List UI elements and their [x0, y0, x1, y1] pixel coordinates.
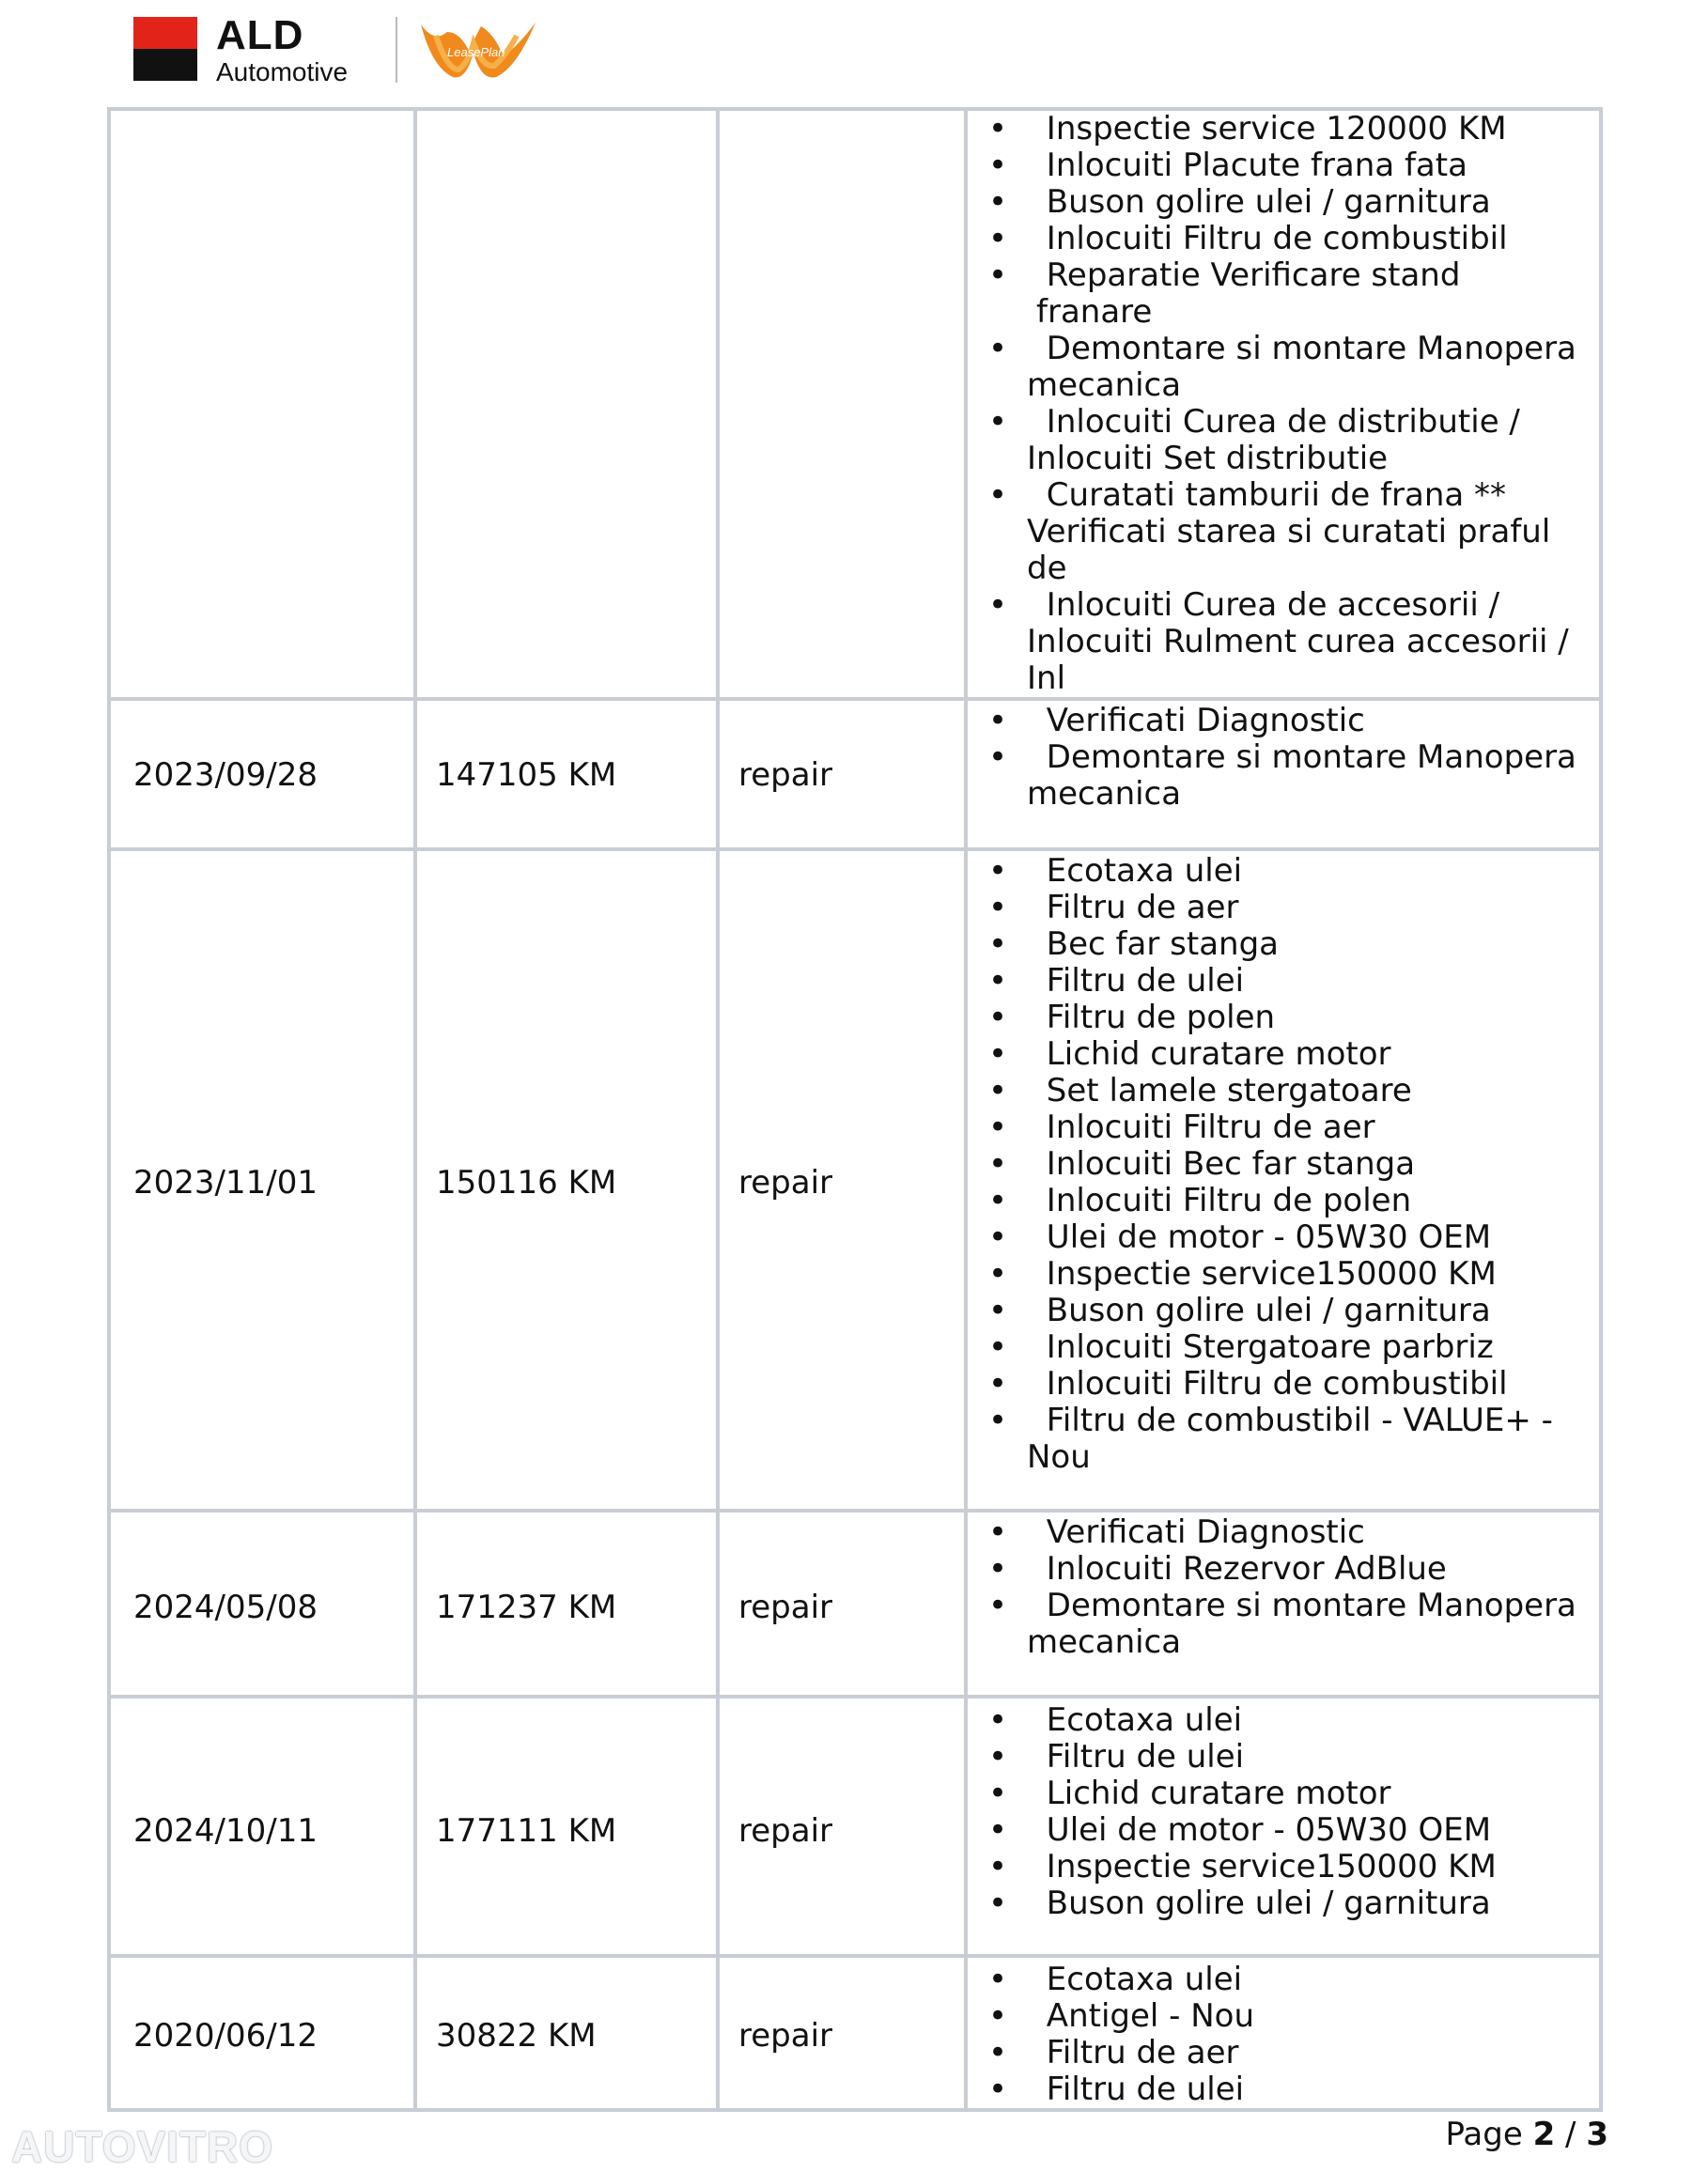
row-divider	[107, 847, 1603, 851]
service-item-text: Buson golire ulei / garnitura	[1036, 1885, 1491, 1922]
bullet-icon: •	[988, 1145, 1008, 1183]
service-items-list	[977, 853, 1578, 1476]
service-items-list	[977, 111, 1578, 697]
service-item-text: Antigel - Nou	[1036, 1997, 1255, 2035]
bullet-icon: •	[988, 1072, 1008, 1109]
service-item	[977, 1036, 1578, 1073]
leaseplan-logo-text: LeasePlan	[447, 45, 505, 59]
service-item-text: Buson golire ulei / garnitura	[1036, 183, 1491, 221]
service-item-text: Bec far stanga	[1036, 925, 1279, 963]
service-item	[977, 1776, 1578, 1812]
service-item-text: Inlocuiti Placute frana fata	[1036, 147, 1467, 184]
service-type: repair	[738, 1812, 832, 1850]
service-item	[977, 1293, 1578, 1329]
service-item-text: Inlocuiti Filtru de aer	[1036, 1109, 1375, 1146]
service-date: 2023/09/28	[133, 756, 318, 794]
leaseplan-logo	[415, 15, 539, 86]
service-item-text: Filtru de aer	[1036, 889, 1239, 926]
service-item-text: Filtru de polen	[1036, 999, 1276, 1036]
service-item	[977, 1998, 1578, 2035]
service-mileage: 177111 KM	[436, 1812, 617, 1850]
service-item-text: Reparatie Verificare stand franare	[1036, 256, 1461, 331]
service-item	[977, 111, 1578, 147]
total-pages: 3	[1586, 2116, 1608, 2153]
bullet-icon: •	[988, 1811, 1008, 1849]
bullet-icon: •	[988, 1701, 1008, 1739]
service-date: 2024/05/08	[133, 1589, 318, 1626]
service-item-text: Inlocuiti Curea de distributie / Inlocuiti Set distributie	[1027, 403, 1520, 477]
service-items-list	[977, 1702, 1578, 1922]
service-item	[977, 587, 1578, 697]
service-item	[977, 1000, 1578, 1036]
bullet-icon: •	[988, 1109, 1008, 1146]
service-item	[977, 184, 1578, 221]
service-item	[977, 890, 1578, 926]
bullet-icon: •	[988, 889, 1008, 926]
column-divider	[413, 107, 417, 2112]
service-mileage: 150116 KM	[436, 1164, 617, 1202]
service-items-list	[977, 1962, 1578, 2108]
service-item-text: Verificati Diagnostic	[1036, 702, 1365, 739]
bullet-icon: •	[988, 738, 1008, 776]
service-item	[977, 703, 1578, 739]
service-type: repair	[738, 1164, 832, 1202]
service-item-text: Lichid curatare motor	[1036, 1035, 1391, 1073]
service-item	[977, 1219, 1578, 1256]
current-page: 2	[1532, 2116, 1556, 2153]
service-item	[977, 2071, 1578, 2108]
service-item-text: Filtru de ulei	[1036, 962, 1245, 1000]
bullet-icon: •	[988, 1255, 1008, 1293]
service-item	[977, 331, 1578, 404]
service-item-text: Ulei de motor - 05W30 OEM	[1036, 1218, 1492, 1256]
service-item-text: Demontare si montare Manopera mecanica	[1027, 738, 1576, 813]
bullet-icon: •	[988, 1292, 1008, 1329]
table-border-right	[1599, 107, 1603, 2112]
service-item-text: Inspectie service 120000 KM	[1036, 110, 1507, 147]
service-item-text: Buson golire ulei / garnitura	[1036, 1292, 1491, 1329]
service-item	[977, 853, 1578, 890]
page-label: Page	[1445, 2116, 1523, 2153]
bullet-icon: •	[988, 403, 1008, 441]
service-item	[977, 1739, 1578, 1776]
page-indicator	[1445, 2116, 1608, 2153]
service-item	[977, 1073, 1578, 1109]
bullet-icon: •	[988, 702, 1008, 739]
row-divider	[107, 1695, 1603, 1699]
service-item-text: Demontare si montare Manopera mecanica	[1027, 330, 1576, 404]
bullet-icon: •	[988, 1035, 1008, 1073]
ald-logo-subtext: Automotive	[216, 57, 349, 86]
bullet-icon: •	[988, 1513, 1008, 1551]
service-date: 2023/11/01	[133, 1164, 318, 1202]
service-item-text: Filtru de combustibil - VALUE+ - Nou	[1027, 1402, 1553, 1476]
service-item	[977, 1812, 1578, 1849]
bullet-icon: •	[988, 1885, 1008, 1922]
service-item-text: Verificati Diagnostic	[1036, 1513, 1365, 1551]
service-item	[977, 2035, 1578, 2071]
watermark-text: AUTOVITRO	[11, 2122, 274, 2171]
ald-logo-mark	[133, 17, 197, 81]
service-item	[977, 257, 1578, 331]
row-divider	[107, 2108, 1603, 2112]
row-divider	[107, 1954, 1603, 1958]
service-type: repair	[738, 2017, 832, 2055]
page-header	[133, 12, 566, 86]
bullet-icon: •	[988, 1328, 1008, 1366]
column-divider	[964, 107, 968, 2112]
bullet-icon: •	[988, 476, 1008, 514]
service-items-list	[977, 703, 1578, 813]
bullet-icon: •	[988, 147, 1008, 184]
bullet-icon: •	[988, 999, 1008, 1036]
bullet-icon: •	[988, 110, 1008, 147]
bullet-icon: •	[988, 2071, 1008, 2108]
service-item-text: Set lamele stergatoare	[1036, 1072, 1412, 1109]
service-item	[977, 1702, 1578, 1739]
bullet-icon: •	[988, 1182, 1008, 1219]
bullet-icon: •	[988, 852, 1008, 890]
service-item	[977, 739, 1578, 813]
column-divider	[716, 107, 720, 2112]
service-item	[977, 221, 1578, 257]
ald-logo-text: ALD	[216, 12, 304, 58]
service-item-text: Inlocuiti Filtru de combustibil	[1036, 220, 1508, 257]
service-items-list	[977, 1514, 1578, 1661]
service-date: 2020/06/12	[133, 2017, 318, 2055]
service-item	[977, 1514, 1578, 1551]
service-item-text: Ecotaxa ulei	[1036, 1701, 1243, 1739]
service-item-text: Inlocuiti Rezervor AdBlue	[1036, 1550, 1447, 1588]
page-separator: /	[1565, 2116, 1576, 2153]
service-item	[977, 1551, 1578, 1588]
service-item-text: Filtru de ulei	[1036, 2071, 1245, 2108]
service-mileage: 30822 KM	[436, 2017, 597, 2055]
service-item-text: Inlocuiti Filtru de combustibil	[1036, 1365, 1508, 1403]
service-item-text: Ecotaxa ulei	[1036, 1961, 1243, 1998]
bullet-icon: •	[988, 1997, 1008, 2035]
service-item	[977, 147, 1578, 184]
service-item	[977, 404, 1578, 477]
service-item-text: Filtru de ulei	[1036, 1738, 1245, 1776]
service-item	[977, 963, 1578, 1000]
bullet-icon: •	[988, 1738, 1008, 1776]
service-item	[977, 1183, 1578, 1219]
bullet-icon: •	[988, 1218, 1008, 1256]
service-item	[977, 1366, 1578, 1403]
service-type: repair	[738, 1589, 832, 1626]
service-item	[977, 1962, 1578, 1998]
row-divider	[107, 1509, 1603, 1513]
service-item	[977, 1329, 1578, 1366]
service-item-text: Inlocuiti Filtru de polen	[1036, 1182, 1412, 1219]
bullet-icon: •	[988, 925, 1008, 963]
service-mileage: 147105 KM	[436, 756, 617, 794]
service-item-text: Inlocuiti Curea de accesorii / Inlocuiti Rulment curea accesorii / Inl	[1027, 586, 1569, 697]
service-item-text: Lichid curatare motor	[1036, 1775, 1391, 1812]
bullet-icon: •	[988, 256, 1008, 294]
table-border-left	[107, 107, 111, 2112]
service-item-text: Demontare si montare Manopera mecanica	[1027, 1587, 1576, 1661]
service-item	[977, 1849, 1578, 1885]
bullet-icon: •	[988, 1848, 1008, 1885]
bullet-icon: •	[988, 1961, 1008, 1998]
row-divider	[107, 697, 1603, 701]
service-item-text: Ulei de motor - 05W30 OEM	[1036, 1811, 1492, 1849]
bullet-icon: •	[988, 2034, 1008, 2071]
service-item-text: Curatati tamburii de frana ** Verificati starea si curatati praful de	[1027, 476, 1551, 587]
header-divider	[396, 17, 397, 83]
service-item-text: Inspectie service150000 KM	[1036, 1848, 1497, 1885]
service-item	[977, 926, 1578, 963]
service-item-text: Inlocuiti Stergatoare parbriz	[1036, 1328, 1494, 1366]
service-item-text: Filtru de aer	[1036, 2034, 1239, 2071]
bullet-icon: •	[988, 1365, 1008, 1403]
bullet-icon: •	[988, 586, 1008, 624]
bullet-icon: •	[988, 1775, 1008, 1812]
service-mileage: 171237 KM	[436, 1589, 617, 1626]
service-item	[977, 1403, 1578, 1476]
service-date: 2024/10/11	[133, 1812, 318, 1850]
service-type: repair	[738, 756, 832, 794]
service-item	[977, 477, 1578, 587]
service-item	[977, 1256, 1578, 1293]
service-item	[977, 1588, 1578, 1661]
bullet-icon: •	[988, 1402, 1008, 1439]
service-item-text: Inlocuiti Bec far stanga	[1036, 1145, 1416, 1183]
bullet-icon: •	[988, 183, 1008, 221]
service-item-text: Inspectie service150000 KM	[1036, 1255, 1497, 1293]
service-item-text: Ecotaxa ulei	[1036, 852, 1243, 890]
bullet-icon: •	[988, 1587, 1008, 1624]
service-item	[977, 1146, 1578, 1183]
service-item	[977, 1885, 1578, 1922]
bullet-icon: •	[988, 330, 1008, 367]
bullet-icon: •	[988, 962, 1008, 1000]
service-item	[977, 1109, 1578, 1146]
bullet-icon: •	[988, 1550, 1008, 1588]
bullet-icon: •	[988, 220, 1008, 257]
